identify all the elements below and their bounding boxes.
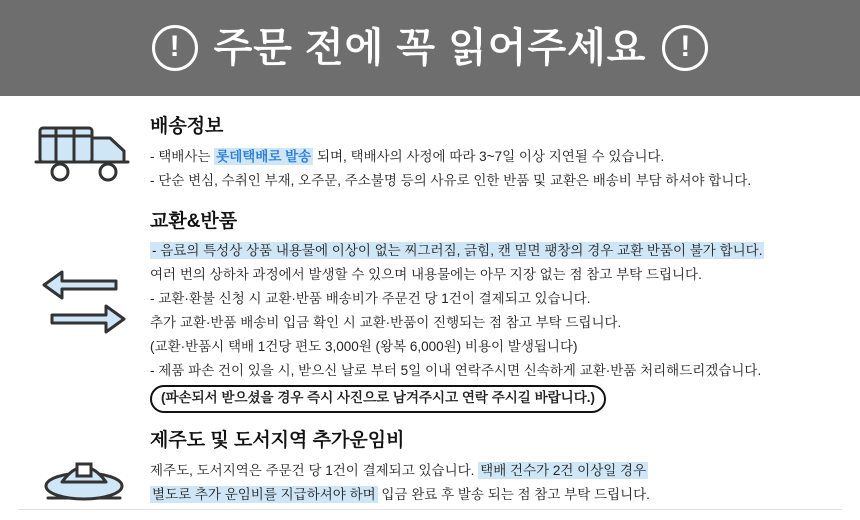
section-jeju-body bbox=[150, 430, 842, 509]
line-text: 입금 완료 후 발송 되는 점 참고 부탁 드립니다. bbox=[377, 486, 650, 502]
island-icon bbox=[18, 430, 150, 506]
notice-line bbox=[150, 361, 834, 382]
highlight-text: 택배 건수가 2건 이상일 경우 bbox=[480, 462, 647, 478]
notice-line bbox=[150, 241, 834, 262]
line-text: - 단순 변심, 수취인 부재, 오주문, 주소불명 등의 사유로 인한 반품 및 교환은 배송비 부담 하셔야 합니다. bbox=[150, 172, 752, 188]
exclamation-mark-right: ! bbox=[680, 30, 691, 63]
page-banner bbox=[0, 0, 860, 96]
line-text: 제주도, 도서지역은 주문건 당 1건이 결제되고 있습니다. bbox=[150, 462, 479, 478]
notice-line bbox=[150, 337, 834, 358]
section-shipping bbox=[0, 116, 860, 195]
line-text: (교환·반품시 택배 1건당 편도 3,000원 (왕복 6,000원) 비용이 발생됩니다) bbox=[150, 339, 578, 355]
highlight-text: - 음료의 특성상 상품 내용물에 이상이 없는 찌그러짐, 긁힘, 캔 밑면 팽창의 경우 교환 반품이 불가 합니다. bbox=[152, 243, 763, 259]
line-text: 되며, 택배사의 사정에 따라 3~7일 이상 지연될 수 있습니다. bbox=[313, 148, 665, 164]
notice-line bbox=[150, 461, 834, 482]
section-shipping-body bbox=[150, 116, 842, 195]
section-title: 교환&반품 bbox=[150, 210, 238, 232]
notice-line bbox=[150, 313, 834, 334]
notice-line bbox=[150, 265, 834, 286]
exclamation-mark-left: ! bbox=[169, 30, 180, 63]
page-title: 주문 전에 꼭 읽어주세요 bbox=[213, 26, 647, 70]
notice-line-boxed bbox=[150, 385, 834, 413]
exclamation-circle-icon bbox=[152, 25, 198, 71]
highlight-text: 롯데택배로 발송 bbox=[216, 148, 312, 164]
notice-content bbox=[0, 96, 860, 509]
highlight-text: 별도로 추가 운임비를 지급하셔야 하며 bbox=[152, 486, 376, 502]
section-title: 배송정보 bbox=[150, 116, 224, 137]
line-text: 여러 번의 상하차 과정에서 발생할 수 있으며 내용물에는 아무 지장 없는 점 참고 부탁 드립니다. bbox=[150, 267, 702, 283]
notice-line bbox=[150, 171, 834, 192]
notice-line bbox=[150, 147, 834, 168]
line-text: - 제품 파손 건이 있을 시, 받으신 날로 부터 5일 이내 연락주시면 신속하게 교환·반품 처리해드리겠습니다. bbox=[150, 363, 762, 379]
notice-line bbox=[150, 485, 834, 506]
line-text: 추가 교환·반품 배송비 입금 확인 시 교환·반품이 진행되는 점 참고 부탁 드립니다. bbox=[150, 315, 622, 331]
line-text: - 택배사는 bbox=[150, 148, 215, 164]
section-jeju-island bbox=[0, 430, 860, 509]
boxed-emphasis-text: (파손되서 받으셨을 경우 즉시 사진으로 남겨주시고 연락 주시길 바랍니다.) bbox=[150, 385, 606, 413]
section-exchange-return bbox=[0, 211, 860, 416]
exclamation-circle-icon bbox=[662, 25, 708, 71]
notice-line bbox=[150, 289, 834, 310]
line-text: - 교환·환불 신청 시 교환·반품 배송비가 주문건 당 1건이 결제되고 있습니다. bbox=[150, 291, 591, 307]
delivery-truck-icon bbox=[18, 116, 150, 190]
exchange-arrows-icon bbox=[18, 211, 150, 343]
footer-divider bbox=[18, 509, 842, 510]
section-exchange-body bbox=[150, 211, 842, 416]
section-title: 제주도 및 도서지역 추가운임비 bbox=[150, 429, 405, 451]
